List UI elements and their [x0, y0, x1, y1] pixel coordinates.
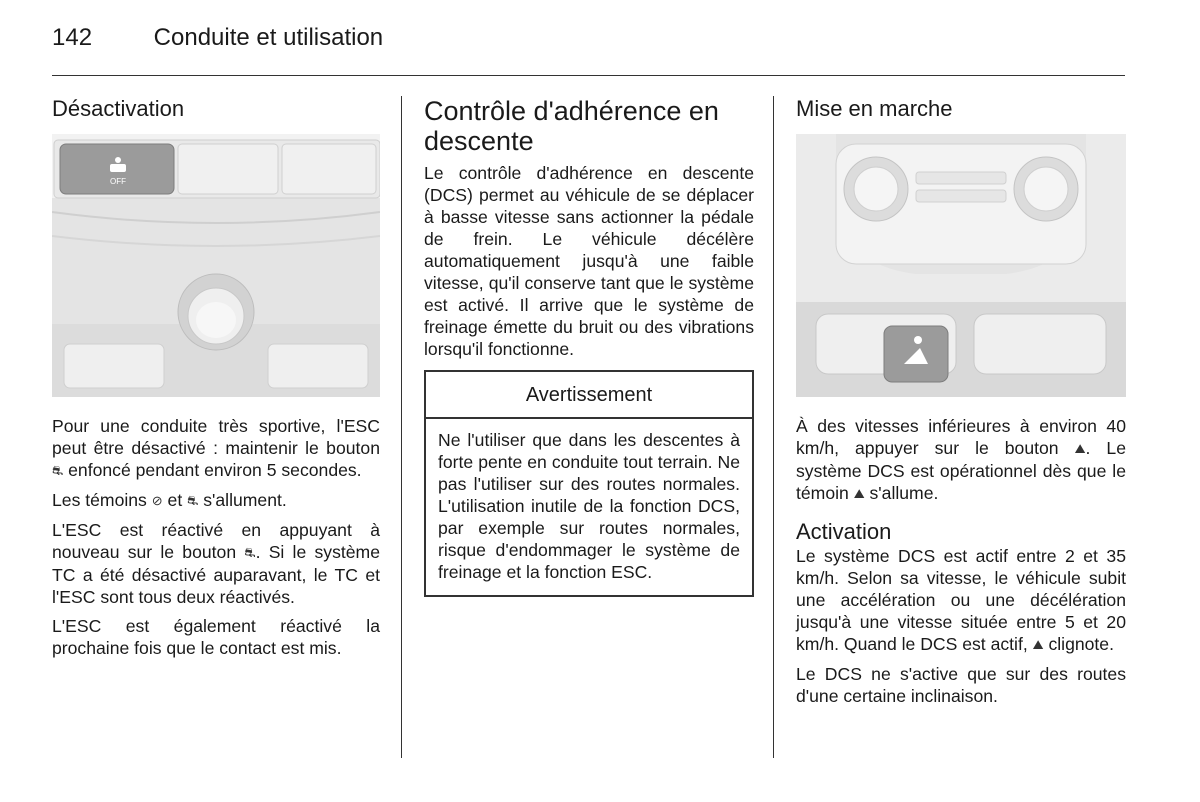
section-title: Conduite et utilisation [153, 24, 384, 51]
column-divider-1 [401, 96, 402, 758]
page-number: 142 [52, 24, 93, 51]
paragraph-2: Les témoins ⊘ et ⛐ s'allument. [52, 490, 287, 510]
paragraph-3: L'ESC est réactivé en appuyant à nouveau sur le bouton ⛐. Si le système TC a été désactivé auparavant, le TC et l'ESC sont tous deux réactivés. [52, 520, 380, 607]
paragraph-mise-en-marche: À des vitesses inférieures à environ 40 km/h, appuyer sur le bouton ⛰. Le système DCS est opérationnel dès que le témoin ⛰ s'allume. [796, 416, 1126, 503]
heading-mise-en-marche: Mise en marche [796, 96, 953, 121]
warning-box [424, 370, 754, 597]
tc-off-icon: ⊘ [151, 493, 163, 508]
dcs-description: Le contrôle d'adhérence en descente (DCS) permet au véhicule de se déplacer à basse vitesse sans actionner la pédale de frein. Le véhicule décélère automatiquement jusqu'à une faible vitesse, qu'il conserve tant que le système est activé. Il arrive que le système de freinage émette du bruit ou des vibrations lorsqu'il fonctionne. [424, 163, 754, 359]
dashboard-dcs-illustration [796, 134, 1126, 397]
warning-text: Ne l'utiliser que dans les descentes à forte pente en conduite tout terrain. Ne pas l'utiliser sur des routes normales. L'utilisation inutile de la fonction DCS, par exemple sur routes normales, risque d'endommager le système de freinage et la fonction ESC. [438, 430, 740, 582]
column-left [52, 96, 380, 666]
heading-desactivation: Désactivation [52, 96, 185, 121]
dcs-icon: ⛰ [1074, 441, 1086, 456]
page-header [52, 24, 383, 52]
heading-dcs: Contrôle d'adhérence en descente [424, 96, 719, 156]
paragraph-1: Pour une conduite très sportive, l'ESC peut être désactivé : maintenir le bouton ⛐ enfoncé pendant environ 5 secondes. [52, 416, 380, 480]
svg-text:OFF: OFF [110, 177, 126, 186]
column-divider-2 [773, 96, 774, 758]
column-right [796, 96, 1126, 714]
dcs-icon: ⛰ [853, 486, 865, 501]
dashboard-esc-illustration [52, 134, 380, 397]
esc-off-icon: ⛐ [52, 463, 64, 478]
header-rule [52, 75, 1125, 76]
paragraph-inclinaison: Le DCS ne s'active que sur des routes d'une certaine inclinaison. [796, 664, 1126, 706]
esc-off-icon: ⛐ [187, 493, 199, 508]
warning-title: Avertissement [426, 372, 752, 419]
paragraph-4: L'ESC est également réactivé la prochaine fois que le contact est mis. [52, 616, 380, 658]
esc-off-icon: ⛐ [244, 545, 256, 560]
dcs-icon: ⛰ [1032, 637, 1044, 652]
heading-activation: Activation [796, 519, 892, 544]
paragraph-activation: Le système DCS est actif entre 2 et 35 km/h. Selon sa vitesse, le véhicule subit une accélération ou une décélération jusqu'à une vitesse située entre 5 et 20 km/h. Quand le DCS est actif, ⛰ clignote. [796, 546, 1126, 654]
column-middle [424, 96, 754, 597]
